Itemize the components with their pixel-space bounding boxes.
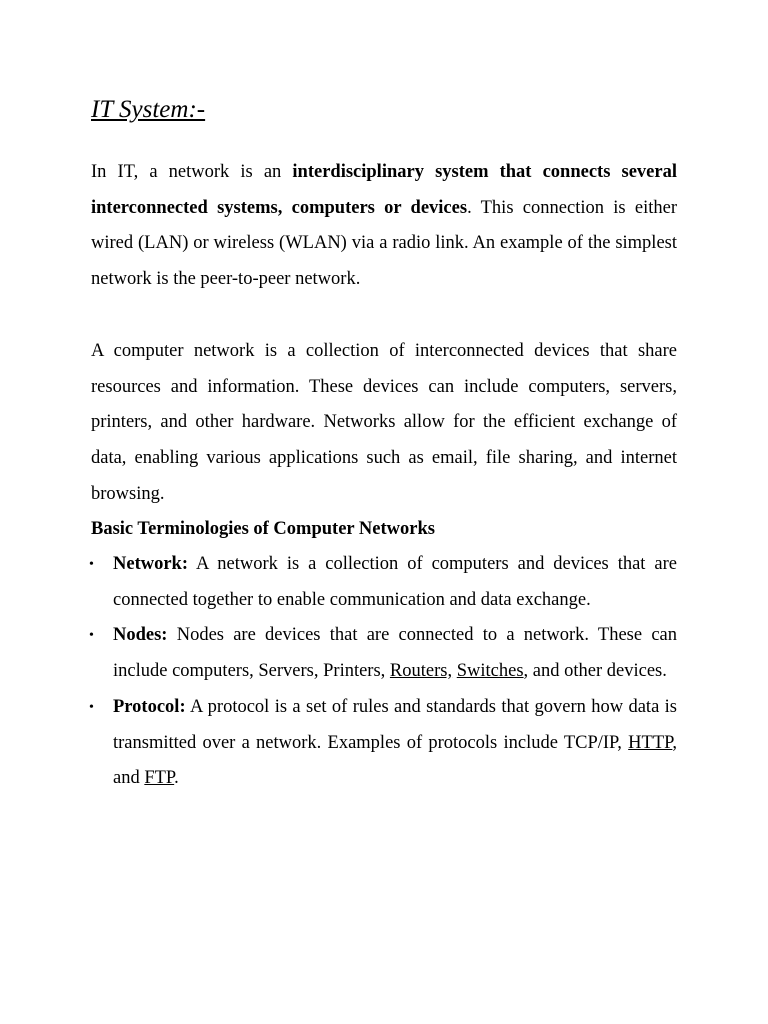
list-item-network bbox=[91, 547, 677, 618]
intro-bold-text: interdisciplinary system that connects several interconnected systems, computers or devices bbox=[91, 162, 677, 218]
list-item-protocol bbox=[91, 690, 677, 797]
term-description-end: . bbox=[174, 768, 179, 789]
intro-paragraph bbox=[91, 155, 677, 298]
network-definition-paragraph: A computer network is a collection of interconnected devices that share resources and information. These devices can include computers, servers, printers, and other hardware. Networks allow for the efficient exchange of data, enabling various applications such as email, file sharing, and internet browsing. bbox=[91, 341, 677, 504]
document-title: IT System:- bbox=[91, 96, 206, 123]
term-label: Network: bbox=[113, 554, 189, 574]
bullet-icon: • bbox=[89, 628, 94, 644]
intro-rest-text: . This connection is either wired (LAN) or wireless (WLAN) via a radio link. An example of the simplest network is the peer-to-peer network. bbox=[91, 197, 677, 290]
term-description: A network is a collection of computers and devices that are connected together to enable communication and data exchange. bbox=[113, 554, 677, 610]
bullet-icon: • bbox=[89, 557, 94, 572]
term-label: Nodes: bbox=[113, 625, 168, 646]
routers-link[interactable]: Routers, bbox=[389, 661, 453, 682]
switches-link[interactable]: Switches bbox=[456, 661, 524, 682]
list-item-nodes bbox=[91, 618, 677, 689]
link-separator: , and bbox=[113, 732, 677, 789]
bullet-icon: • bbox=[89, 699, 94, 715]
ftp-link[interactable]: FTP bbox=[144, 768, 175, 789]
http-link[interactable]: HTTP bbox=[628, 732, 673, 753]
terminology-list bbox=[91, 547, 677, 797]
term-description: A protocol is a set of rules and standards that govern how data is transmitted over a network. Examples of protocols include TCP/IP, bbox=[113, 696, 677, 753]
term-description-end: , and other devices. bbox=[523, 661, 667, 682]
intro-lead-text: In IT, a network is an bbox=[91, 162, 293, 182]
section-heading: Basic Terminologies of Computer Networks bbox=[91, 519, 435, 539]
term-label: Protocol: bbox=[113, 696, 186, 717]
term-description: Nodes are devices that are connected to a network. These can include computers, Servers, Printers, bbox=[113, 625, 677, 682]
